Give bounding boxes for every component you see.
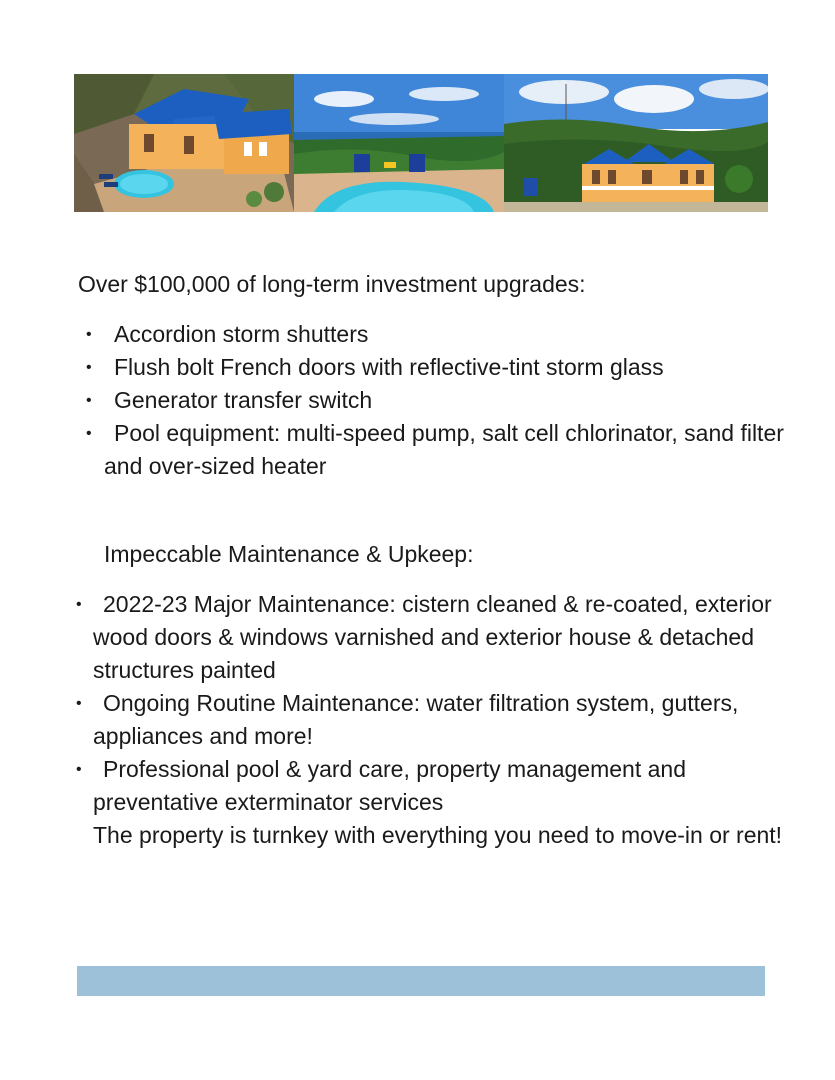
upgrades-heading: Over $100,000 of long-term investment upgrades: xyxy=(78,271,586,297)
pool-ocean-view-photo xyxy=(294,74,504,212)
bullet-icon: • xyxy=(76,596,82,613)
list-item: • Ongoing Routine Maintenance: water filtration system, gutters, appliances and more! xyxy=(76,687,786,753)
bullet-icon: • xyxy=(86,326,92,343)
footer-bar xyxy=(77,966,765,996)
list-item: • Professional pool & yard care, property management and preventative exterminator services xyxy=(76,753,786,819)
bullet-icon: • xyxy=(76,761,82,778)
bullet-icon: • xyxy=(86,425,92,442)
bullet-icon: • xyxy=(86,392,92,409)
list-item: • Flush bolt French doors with reflective-tint storm glass xyxy=(86,351,786,384)
villa-front-photo xyxy=(504,74,768,212)
list-item: • Pool equipment: multi-speed pump, salt cell chlorinator, sand filter and over-sized heater xyxy=(86,417,786,483)
list-item: • 2022-23 Major Maintenance: cistern cleaned & re-coated, exterior wood doors & windows varnished and exterior house & detached structures painted xyxy=(76,588,786,687)
maintenance-heading: Impeccable Maintenance & Upkeep: xyxy=(104,541,474,567)
bullet-icon: • xyxy=(76,695,82,712)
bullet-icon: • xyxy=(86,359,92,376)
maintenance-list xyxy=(76,588,786,819)
villa-aerial-photo xyxy=(74,74,294,212)
list-item: • Accordion storm shutters xyxy=(86,318,786,351)
photo-strip xyxy=(74,74,768,212)
upgrades-list xyxy=(86,318,786,483)
list-item: • Generator transfer switch xyxy=(86,384,786,417)
closing-statement: The property is turnkey with everything you need to move-in or rent! xyxy=(93,822,783,848)
